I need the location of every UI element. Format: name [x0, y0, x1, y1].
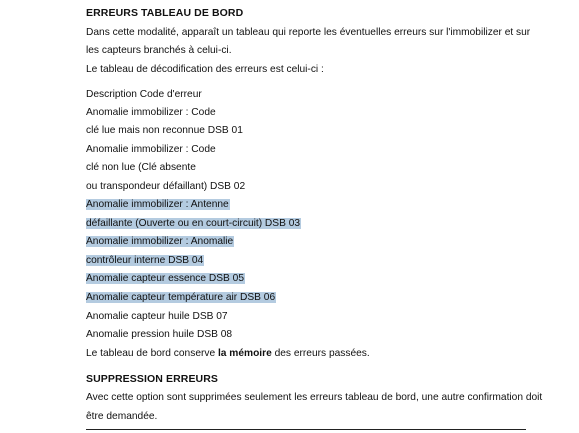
error-line: Anomalie capteur huile DSB 07 [86, 311, 228, 322]
section-heading-errors: ERREURS TABLEAU DE BORD [86, 7, 244, 19]
memory-note-after: des erreurs passées. [271, 348, 370, 359]
error-line: Anomalie pression huile DSB 08 [86, 329, 233, 340]
highlighted-text: Anomalie immobilizer : Anomalie [86, 236, 234, 247]
error-line-highlighted [86, 272, 245, 285]
memory-note [86, 347, 370, 360]
error-table-header: Description Code d'erreur [86, 89, 202, 100]
error-line-highlighted [86, 235, 234, 248]
error-line-highlighted [86, 217, 301, 230]
error-line-highlighted [86, 291, 276, 304]
error-line: Anomalie immobilizer : Code [86, 107, 216, 118]
intro-line-1: Dans cette modalité, apparaît un tableau qui reporte les éventuelles erreurs sur l'immobilizer et sur [86, 27, 531, 38]
error-line-highlighted [86, 198, 230, 211]
highlighted-text: Anomalie capteur essence DSB 05 [86, 273, 244, 284]
error-line-highlighted [86, 254, 204, 267]
intro-line-2: les capteurs branchés à celui-ci. [86, 45, 232, 56]
error-line: Anomalie immobilizer : Code [86, 144, 216, 155]
memory-note-bold: la mémoire [217, 348, 272, 359]
bottom-rule [86, 429, 526, 430]
error-line: ou transpondeur défaillant) DSB 02 [86, 181, 246, 192]
intro-line-3: Le tableau de décodification des erreurs est celui-ci : [86, 64, 324, 75]
highlighted-text: Anomalie capteur température air DSB 06 [86, 292, 276, 303]
section-heading-suppression: SUPPRESSION ERREURS [86, 373, 219, 385]
suppression-line-2: être demandée. [86, 411, 158, 422]
highlighted-text: défaillante (Ouverte ou en court-circuit) DSB 03 [86, 218, 301, 229]
highlighted-text: Anomalie immobilizer : Antenne [86, 199, 229, 210]
memory-note-before: Le tableau de bord conserve [86, 348, 218, 359]
suppression-line-1: Avec cette option sont supprimées seulement les erreurs tableau de bord, une autre confirmation doit [86, 392, 543, 403]
error-line: clé non lue (Clé absente [86, 162, 196, 173]
error-line: clé lue mais non reconnue DSB 01 [86, 125, 243, 136]
highlighted-text: contrôleur interne DSB 04 [86, 255, 204, 266]
